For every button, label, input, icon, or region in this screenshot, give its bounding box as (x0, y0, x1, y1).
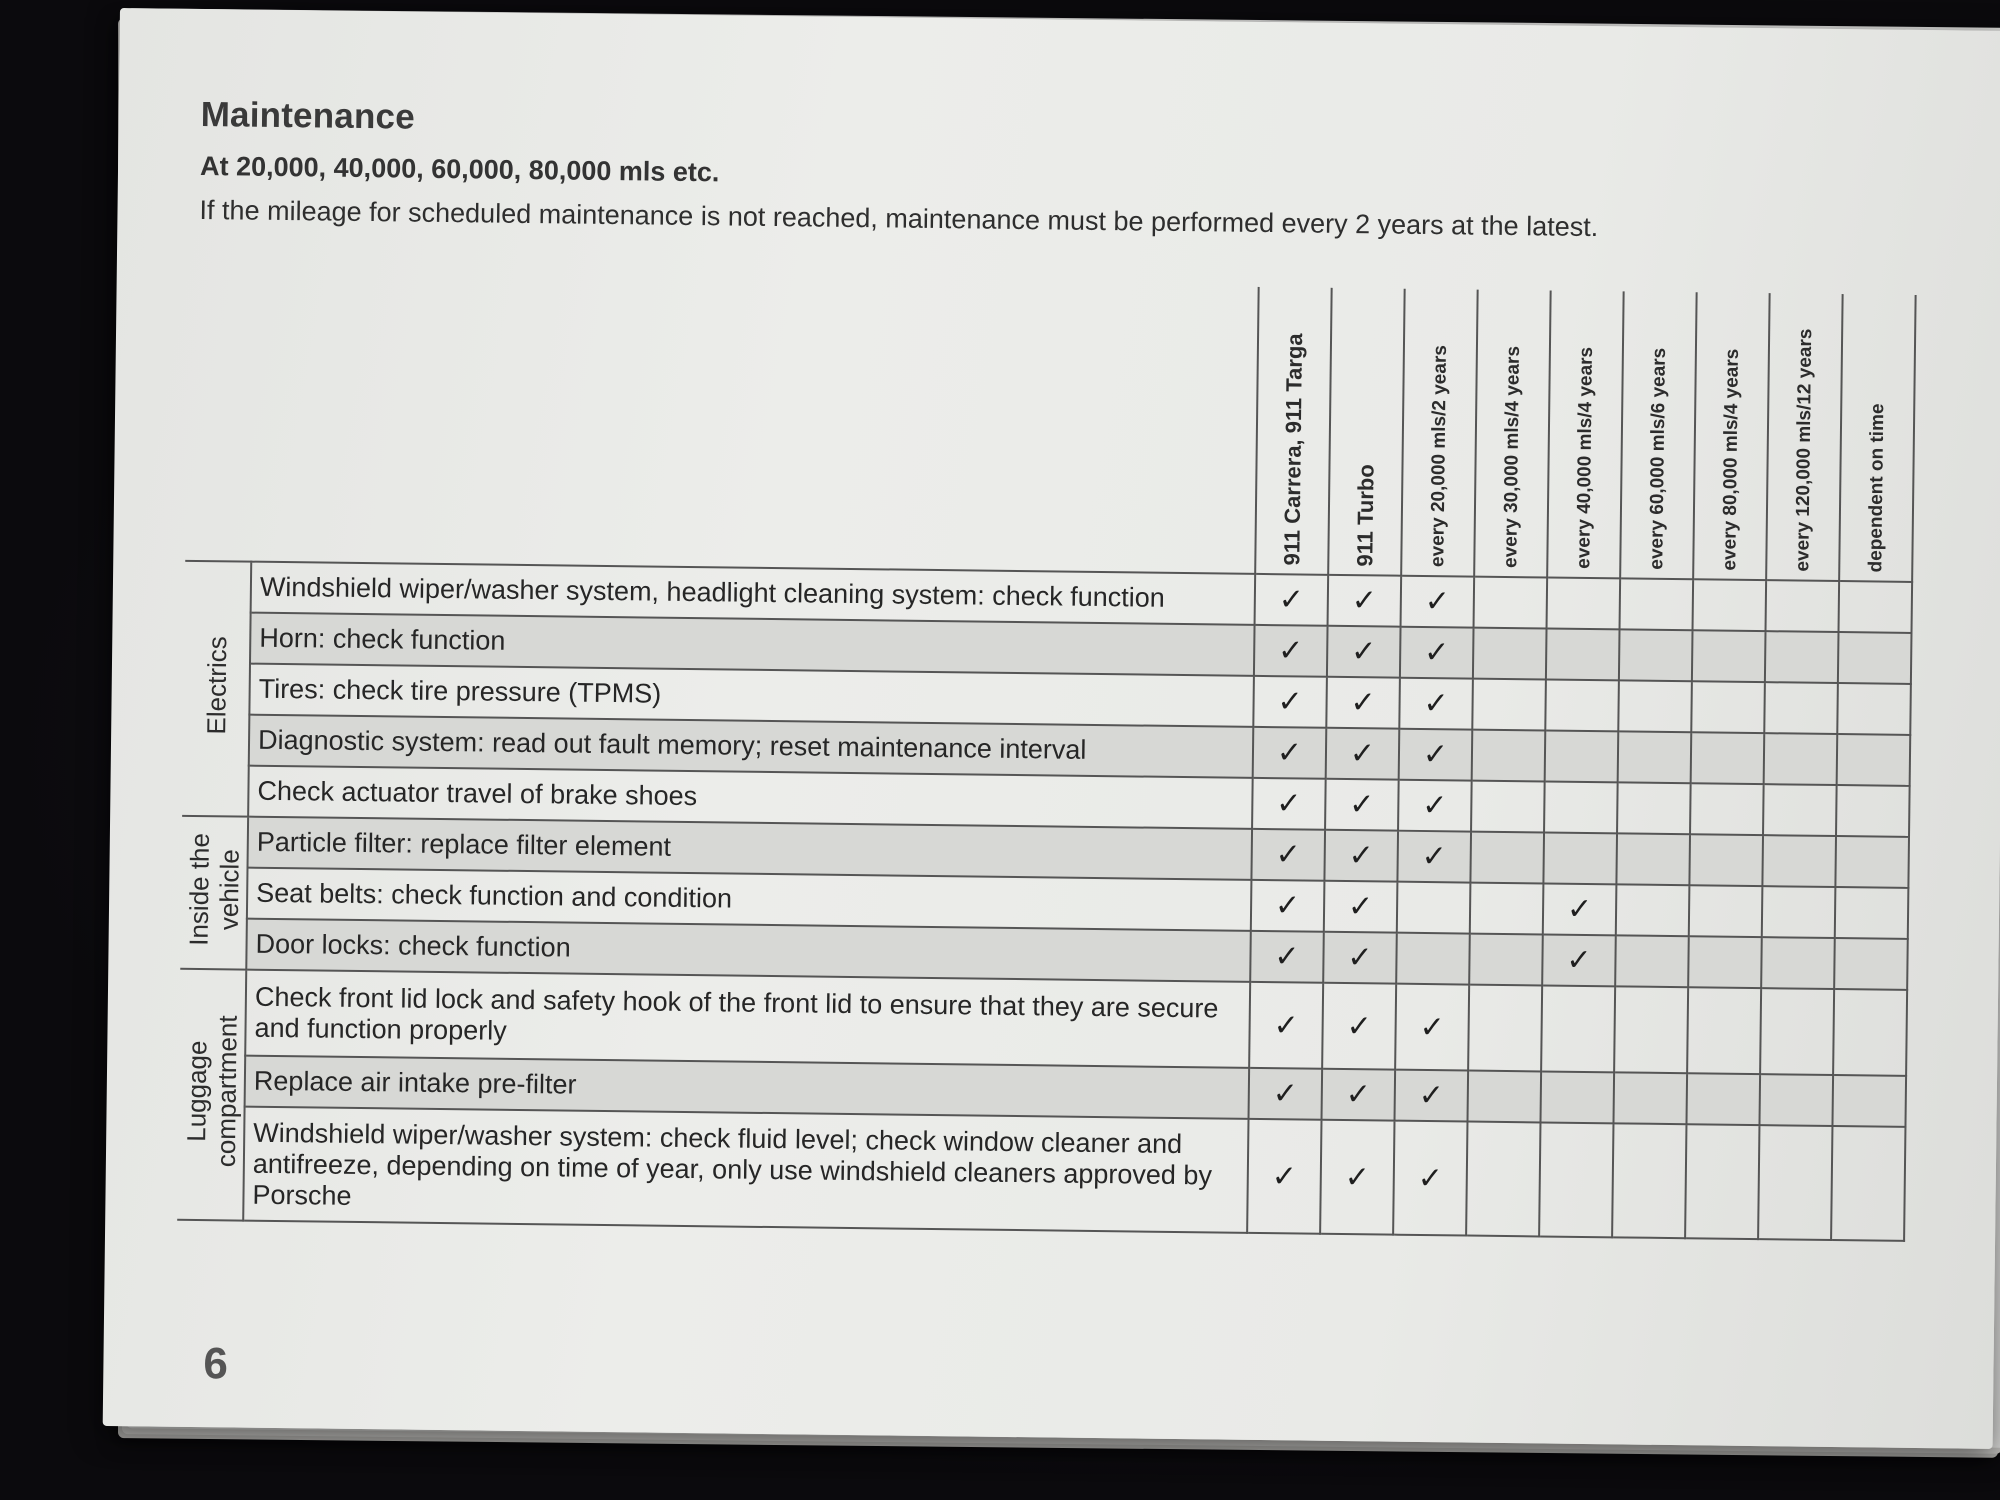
check-cell (1250, 931, 1324, 983)
check-cell (1254, 625, 1328, 677)
checkmark-icon: ✓ (1424, 584, 1451, 619)
check-cell (1546, 628, 1620, 680)
check-cell (1691, 681, 1765, 733)
check-cell (1835, 887, 1909, 939)
check-cell (1618, 680, 1692, 732)
group-label: Electrics (200, 635, 232, 735)
task-cell: Replace air intake pre-filter (245, 1056, 1250, 1119)
checkmark-icon: ✓ (1349, 737, 1376, 771)
check-cell (1473, 628, 1547, 680)
checkmark-icon: ✓ (1278, 583, 1305, 617)
check-cell (1474, 577, 1548, 629)
checkmark-icon: ✓ (1418, 1078, 1445, 1113)
check-cell (1760, 988, 1834, 1075)
task-cell: Door locks: check function (246, 919, 1251, 982)
checkmark-icon: ✓ (1271, 1159, 1298, 1193)
group-label (180, 1015, 242, 1167)
group-luggage-compartment (177, 969, 246, 1221)
checkmark-icon: ✓ (1348, 839, 1374, 873)
check-cell (1468, 985, 1542, 1072)
check-cell (1327, 626, 1401, 678)
checkmark-icon: ✓ (1347, 890, 1374, 924)
check-cell (1693, 579, 1767, 631)
check-cell (1253, 727, 1327, 779)
check-cell (1618, 731, 1692, 783)
checkmark-icon: ✓ (1566, 943, 1592, 978)
check-cell (1837, 734, 1911, 786)
check-cell (1397, 882, 1471, 934)
column-header (1255, 287, 1332, 575)
check-cell (1322, 1069, 1396, 1121)
checkmark-icon: ✓ (1423, 635, 1450, 670)
check-cell (1466, 1122, 1540, 1237)
check-cell (1323, 932, 1397, 984)
column-header-label: 911 Carrera, 911 Targa (1278, 333, 1307, 566)
check-cell (1398, 780, 1472, 832)
check-cell (1764, 682, 1838, 734)
check-cell (1542, 934, 1616, 986)
page-number: 6 (203, 1339, 229, 1389)
check-cell (1835, 836, 1909, 888)
check-cell (1612, 1123, 1686, 1238)
table-row (177, 1106, 1905, 1241)
check-cell (1395, 984, 1469, 1071)
checkmark-icon: ✓ (1421, 839, 1447, 874)
page-title: Maintenance (200, 94, 416, 137)
check-cell (1833, 989, 1907, 1076)
check-cell (1765, 631, 1839, 683)
check-cell (1249, 1068, 1323, 1120)
task-cell: Horn: check function (250, 613, 1255, 676)
task-cell: Check front lid lock and safety hook of the front lid to ensure that they are secure and function properly (245, 970, 1250, 1068)
booklet-page (103, 8, 2000, 1449)
group-electrics (182, 561, 251, 817)
column-header (1620, 291, 1697, 579)
check-cell (1399, 678, 1473, 730)
check-cell (1467, 1071, 1541, 1123)
column-header-label: every 20,000 mls/2 years (1426, 345, 1451, 568)
check-cell (1539, 1122, 1613, 1237)
check-cell (1834, 938, 1908, 990)
check-cell (1472, 730, 1546, 782)
check-cell (1837, 683, 1911, 735)
check-cell (1471, 781, 1545, 833)
group-label-line: Luggage (180, 1040, 212, 1142)
task-cell: Tires: check tire pressure (TPMS) (249, 664, 1254, 727)
column-header-label: dependent on time (1864, 403, 1888, 573)
check-cell (1547, 577, 1621, 629)
check-cell (1839, 581, 1913, 633)
check-cell (1691, 732, 1765, 784)
check-cell (1251, 829, 1325, 881)
check-cell (1692, 630, 1766, 682)
check-cell (1763, 784, 1837, 836)
task-cell: Seat belts: check function and condition (247, 868, 1252, 931)
check-cell (1543, 832, 1617, 884)
column-header (1474, 290, 1551, 578)
check-cell (1470, 883, 1544, 935)
check-cell (1543, 883, 1617, 935)
check-cell (1836, 785, 1910, 837)
check-cell (1615, 935, 1689, 987)
check-cell (1620, 578, 1694, 630)
checkmark-icon: ✓ (1346, 1009, 1372, 1043)
check-cell (1255, 574, 1329, 626)
column-header (1766, 293, 1843, 581)
check-cell (1838, 632, 1912, 684)
check-cell (1401, 576, 1475, 628)
checkmark-icon: ✓ (1344, 1160, 1371, 1194)
checkmark-icon: ✓ (1275, 838, 1302, 872)
checkmark-icon: ✓ (1273, 1008, 1299, 1042)
column-header (1401, 289, 1478, 577)
check-cell (1617, 782, 1691, 834)
check-cell (1322, 983, 1396, 1070)
column-header-label: every 60,000 mls/6 years (1645, 347, 1670, 570)
check-cell (1619, 629, 1693, 681)
check-cell (1324, 830, 1398, 882)
column-header-label: every 120,000 mls/12 years (1791, 328, 1816, 572)
checkmark-icon: ✓ (1276, 787, 1302, 821)
column-header (1547, 290, 1624, 578)
check-cell (1251, 880, 1325, 932)
checkmark-icon: ✓ (1350, 635, 1377, 669)
checkmark-icon: ✓ (1277, 685, 1303, 719)
check-cell (1249, 982, 1323, 1069)
check-cell (1324, 881, 1398, 933)
checkmark-icon: ✓ (1345, 1078, 1372, 1112)
group-label-line: Inside the (183, 832, 215, 946)
check-cell (1686, 1073, 1760, 1125)
check-cell (1397, 831, 1471, 883)
table-header-row (185, 274, 1915, 582)
group-label-line: compartment (210, 1015, 243, 1168)
header-blank-cell (185, 274, 1258, 574)
checkmark-icon: ✓ (1423, 686, 1449, 721)
check-cell (1762, 835, 1836, 887)
check-cell (1687, 987, 1761, 1074)
group-label-line: vehicle (213, 848, 245, 931)
check-cell (1831, 1126, 1905, 1241)
column-header-label: every 30,000 mls/4 years (1499, 346, 1524, 569)
check-cell (1764, 733, 1838, 785)
check-cell (1758, 1125, 1832, 1240)
check-cell (1616, 833, 1690, 885)
maintenance-table (177, 274, 1916, 1242)
group-inside-vehicle (180, 816, 248, 970)
check-cell (1759, 1074, 1833, 1126)
checkmark-icon: ✓ (1422, 737, 1449, 772)
checkmark-icon: ✓ (1422, 788, 1448, 823)
check-cell (1252, 778, 1326, 830)
task-cell: Windshield wiper/washer system: check fluid level; check window cleaner and antifreeze, depending on time of year, only use windshield cleaners approved by Porsche (243, 1107, 1248, 1233)
column-header (1839, 294, 1916, 582)
column-header-label: 911 Turbo (1351, 463, 1379, 567)
check-cell (1762, 886, 1836, 938)
check-cell (1328, 575, 1402, 627)
checkmark-icon: ✓ (1351, 584, 1378, 618)
check-cell (1395, 1070, 1469, 1122)
check-cell (1832, 1075, 1906, 1127)
checkmark-icon: ✓ (1276, 736, 1303, 770)
check-cell (1325, 779, 1399, 831)
task-cell: Diagnostic system: read out fault memory; reset maintenance interval (249, 715, 1254, 778)
check-cell (1544, 781, 1618, 833)
check-cell (1470, 832, 1544, 884)
check-cell (1540, 1071, 1614, 1123)
check-cell (1690, 783, 1764, 835)
check-cell (1393, 1121, 1467, 1236)
check-cell (1247, 1119, 1321, 1234)
checkmark-icon: ✓ (1272, 1077, 1299, 1111)
checkmark-icon: ✓ (1277, 634, 1304, 668)
column-header (1693, 292, 1770, 580)
column-header-label: every 40,000 mls/4 years (1572, 346, 1597, 570)
group-label (183, 832, 244, 945)
check-cell (1400, 627, 1474, 679)
column-header (1328, 288, 1405, 576)
checkmark-icon: ✓ (1417, 1161, 1444, 1195)
check-cell (1689, 885, 1763, 937)
checkmark-icon: ✓ (1274, 889, 1301, 923)
checkmark-icon: ✓ (1274, 940, 1300, 974)
check-cell (1545, 679, 1619, 731)
check-cell (1472, 679, 1546, 731)
check-cell (1689, 834, 1763, 886)
task-cell: Windshield wiper/washer system, headlight cleaning system: check function (251, 562, 1256, 625)
task-cell: Particle filter: replace filter element (248, 817, 1253, 880)
checkmark-icon: ✓ (1349, 788, 1375, 822)
check-cell (1253, 676, 1327, 728)
check-cell (1616, 884, 1690, 936)
interval-heading: At 20,000, 40,000, 60,000, 80,000 mls etc. (199, 150, 720, 188)
task-cell: Check actuator travel of brake shoes (248, 766, 1253, 829)
check-cell (1320, 1120, 1394, 1235)
checkmark-icon: ✓ (1566, 892, 1593, 927)
checkmark-icon: ✓ (1347, 941, 1373, 975)
check-cell (1685, 1124, 1759, 1239)
check-cell (1541, 985, 1615, 1072)
check-cell (1761, 937, 1835, 989)
check-cell (1766, 580, 1840, 632)
checkmark-icon: ✓ (1350, 686, 1376, 720)
check-cell (1326, 677, 1400, 729)
checkmark-icon: ✓ (1419, 1010, 1445, 1044)
maintenance-note: If the mileage for scheduled maintenance is not reached, maintenance must be performed every 2 years at the latest. (199, 194, 1599, 243)
check-cell (1396, 933, 1470, 985)
check-cell (1613, 1072, 1687, 1124)
check-cell (1469, 934, 1543, 986)
column-header-label: every 80,000 mls/4 years (1718, 348, 1743, 571)
check-cell (1688, 936, 1762, 988)
check-cell (1614, 986, 1688, 1073)
check-cell (1399, 729, 1473, 781)
check-cell (1545, 730, 1619, 782)
check-cell (1326, 728, 1400, 780)
